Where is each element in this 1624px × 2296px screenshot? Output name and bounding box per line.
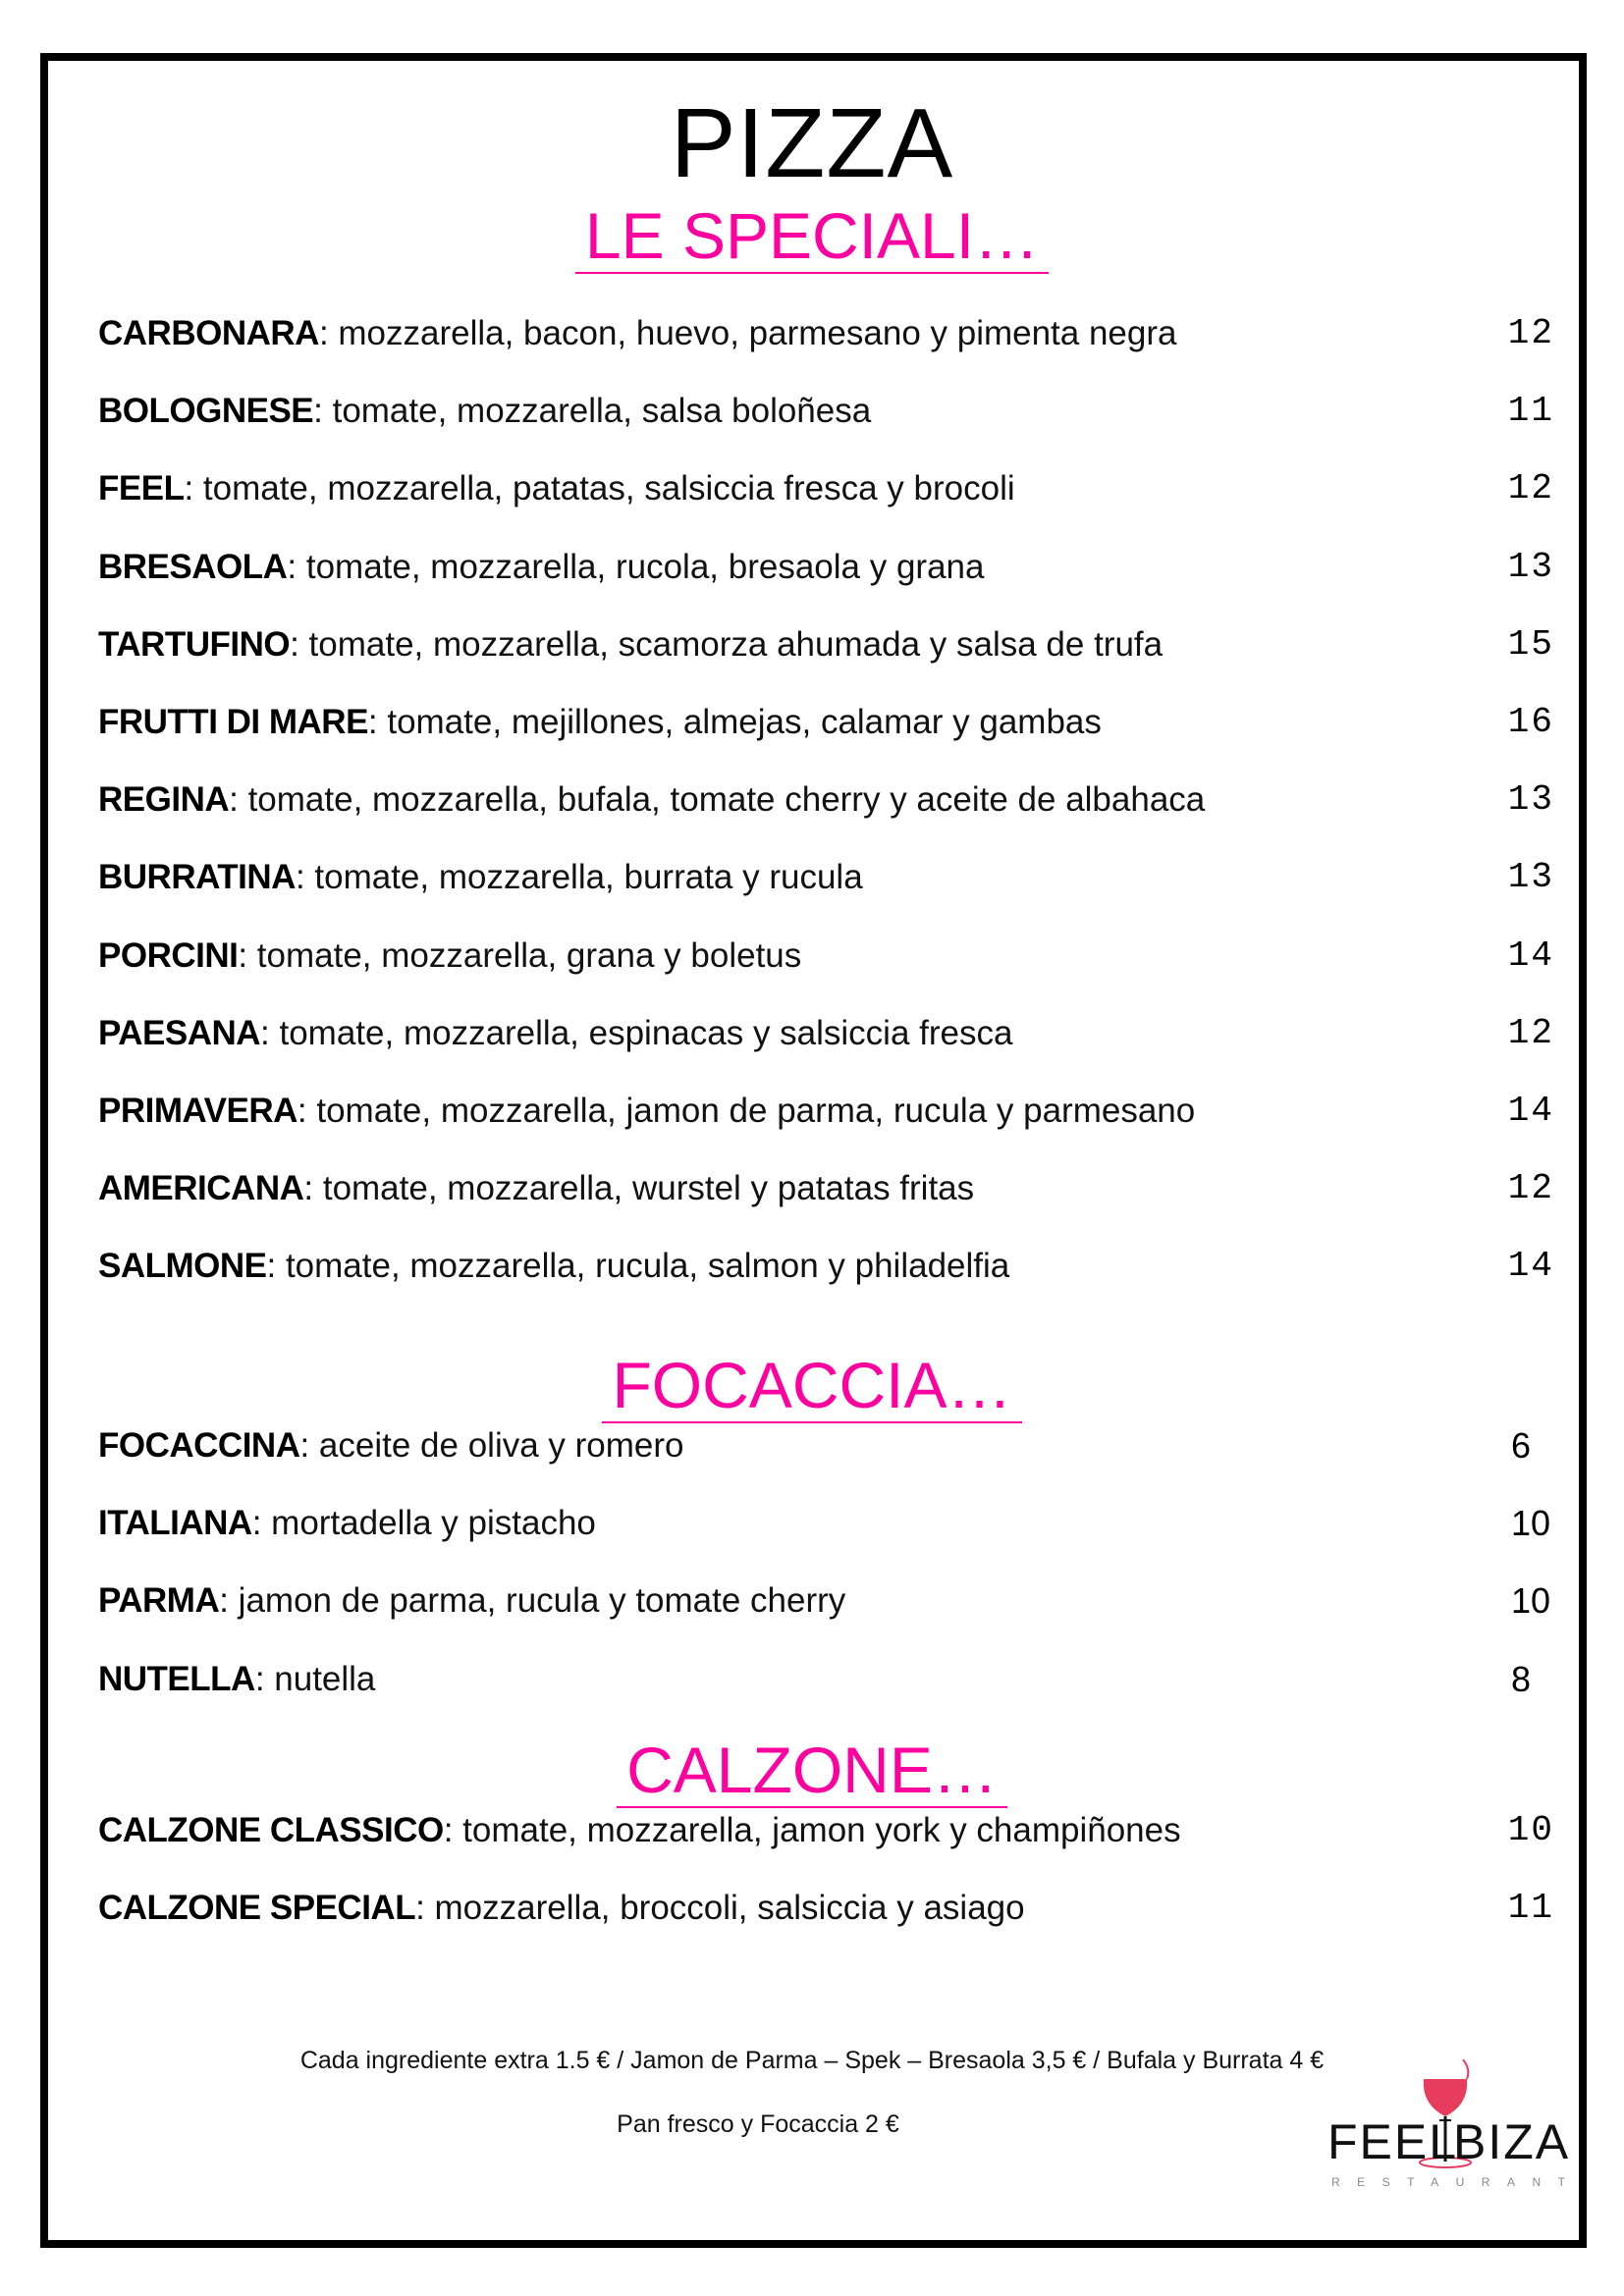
menu-item [98, 620, 1561, 669]
menu-item-price: 6 [1511, 1425, 1532, 1466]
menu-item-price: 14 [1507, 1091, 1554, 1131]
menu-item-description: : tomate, mozzarella, espinacas y salsiccia fresca [260, 1013, 1013, 1052]
menu-item-name: FOCACCINA [98, 1426, 300, 1465]
menu-item-description: : tomate, mozzarella, rucola, bresaola y grana [287, 547, 985, 586]
menu-item-description: : mortadella y pistacho [251, 1504, 596, 1543]
menu-item [98, 1242, 1561, 1291]
page-title: PIZZA [670, 88, 954, 198]
menu-item-description: : tomate, mozzarella, patatas, salsiccia fresca y brocoli [184, 469, 1015, 508]
menu-item [98, 1009, 1561, 1058]
menu-item-price: 12 [1507, 1168, 1554, 1209]
menu-item [98, 1499, 1561, 1548]
menu-item-description: : aceite de oliva y romero [299, 1426, 684, 1465]
menu-item-name: SALMONE [98, 1247, 267, 1286]
logo-subtitle: RESTAURANT [1331, 2175, 1583, 2189]
menu-item-name: PRIMAVERA [98, 1092, 298, 1130]
menu-item-description: : tomate, mozzarella, scamorza ahumada y salsa de trufa [290, 624, 1164, 664]
menu-item [98, 1087, 1561, 1136]
menu-item [98, 1806, 1561, 1855]
menu-item [98, 1884, 1561, 1933]
section-heading-text: FOCACCIA… [602, 1353, 1021, 1423]
menu-item-price: 13 [1507, 857, 1554, 898]
menu-item [98, 1421, 1561, 1470]
footer-bread-note: Pan fresco y Focaccia 2 € [617, 2110, 899, 2138]
menu-item-description: : nutella [254, 1659, 376, 1698]
section-heading-calzone [0, 1734, 1624, 1808]
menu-item-name: PORCINI [98, 935, 239, 975]
logo-word-left: FEEL [1327, 2114, 1459, 2169]
menu-item-price: 11 [1507, 391, 1554, 432]
menu-item-price: 16 [1507, 702, 1554, 742]
menu-item-price: 13 [1507, 546, 1554, 587]
menu-item-name: CALZONE SPECIAL [98, 1889, 416, 1928]
menu-item-price: 8 [1511, 1658, 1532, 1699]
menu-item-name: BOLOGNESE [98, 392, 314, 431]
menu-item-price: 11 [1507, 1888, 1554, 1929]
menu-item-name: FRUTTI DI MARE [98, 703, 368, 741]
menu-item-price: 12 [1507, 468, 1554, 509]
menu-item-name: PARMA [98, 1581, 220, 1621]
menu-item-name: REGINA [98, 780, 230, 820]
menu-item [98, 1655, 1561, 1704]
menu-item [98, 387, 1561, 436]
menu-item-description: : tomate, mejillones, almejas, calamar y gambas [367, 703, 1102, 741]
section-heading-focaccia [0, 1349, 1624, 1423]
menu-item-price: 14 [1507, 934, 1554, 976]
menu-item-name: ITALIANA [98, 1504, 252, 1543]
menu-item-description: : tomate, mozzarella, burrata y rucula [295, 858, 863, 897]
logo-word-right: BIZA [1453, 2114, 1571, 2169]
menu-item-description: : tomate, mozzarella, jamon york y champiñones [443, 1811, 1181, 1849]
menu-item-name: BURRATINA [98, 858, 296, 897]
menu-item [98, 543, 1561, 592]
menu-item-price: 10 [1511, 1580, 1551, 1622]
menu-item-description: : tomate, mozzarella, salsa boloñesa [313, 392, 872, 431]
menu-item-price: 10 [1511, 1503, 1551, 1544]
menu-item-price: 15 [1507, 623, 1554, 665]
restaurant-logo [1326, 2059, 1583, 2197]
menu-item [98, 1576, 1561, 1626]
menu-item-name: CALZONE CLASSICO [98, 1811, 444, 1849]
menu-item-name: NUTELLA [98, 1659, 255, 1698]
menu-item [98, 775, 1561, 825]
menu-item-description: : tomate, mozzarella, jamon de parma, rucula y parmesano [297, 1092, 1196, 1130]
menu-item [98, 853, 1561, 902]
section-heading-text: LE SPECIALI… [575, 203, 1049, 274]
menu-item-name: FEEL [98, 469, 185, 508]
menu-item-name: PAESANA [98, 1013, 261, 1052]
section-heading-text: CALZONE… [617, 1737, 1007, 1808]
menu-item-name: TARTUFINO [98, 624, 291, 664]
menu-item-price: 13 [1507, 779, 1554, 821]
menu-item-description: : jamon de parma, rucula y tomate cherry [219, 1581, 846, 1621]
menu-item-price: 10 [1507, 1810, 1554, 1850]
menu-item-name: BRESAOLA [98, 547, 288, 586]
footer-extras-note: Cada ingrediente extra 1.5 € / Jamon de Parma – Spek – Bresaola 3,5 € / Bufala y Burrata 4 € [299, 2047, 1325, 2074]
section-heading-specials [0, 199, 1624, 274]
menu-item-price: 12 [1507, 1012, 1554, 1053]
menu-item-description: : tomate, mozzarella, rucula, salmon y philadelfia [266, 1247, 1010, 1286]
menu-item-description: : mozzarella, bacon, huevo, parmesano y pimenta negra [318, 314, 1177, 352]
menu-item [98, 309, 1561, 358]
menu-item-price: 14 [1507, 1246, 1554, 1287]
menu-item-description: : tomate, mozzarella, grana y boletus [238, 935, 802, 975]
menu-item [98, 932, 1561, 981]
menu-item-description: : mozzarella, broccoli, salsiccia y asiago [415, 1889, 1025, 1928]
menu-item [98, 464, 1561, 513]
menu-item [98, 698, 1561, 747]
menu-item-name: AMERICANA [98, 1169, 304, 1208]
menu-item [98, 1164, 1561, 1213]
menu-item-price: 12 [1507, 313, 1554, 353]
menu-item-name: CARBONARA [98, 314, 319, 352]
menu-item-description: : tomate, mozzarella, wurstel y patatas fritas [303, 1169, 975, 1208]
menu-item-description: : tomate, mozzarella, bufala, tomate cherry y aceite de albahaca [229, 780, 1206, 820]
